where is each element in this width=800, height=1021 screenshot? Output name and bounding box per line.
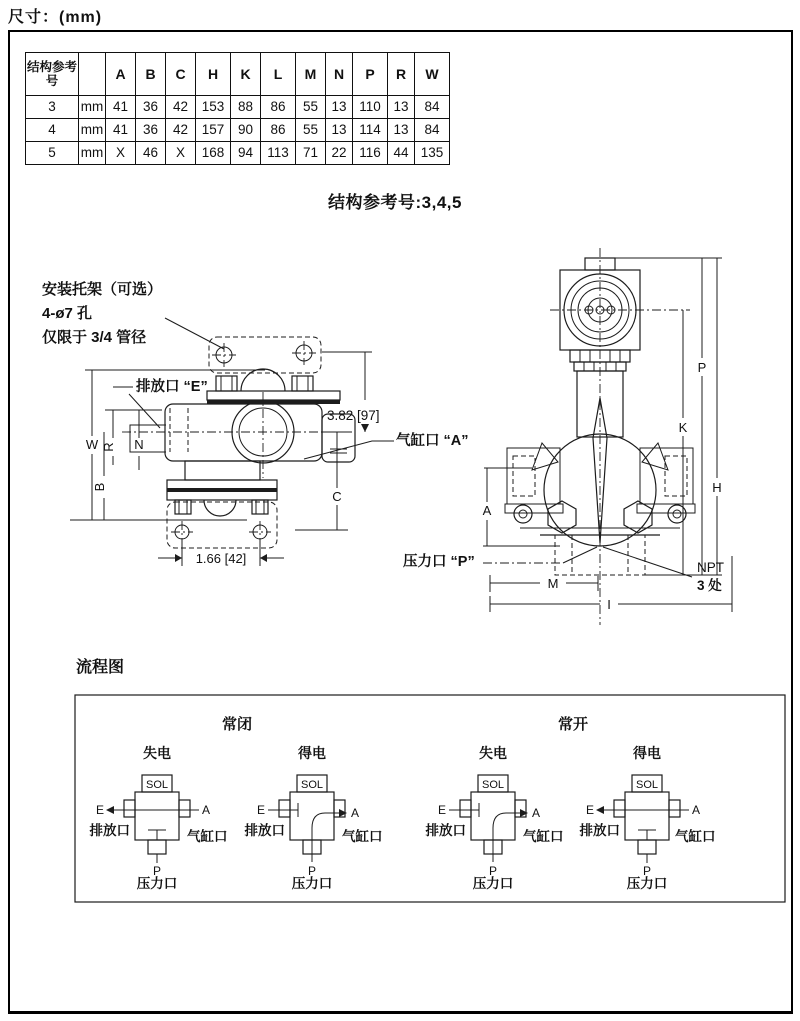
bonnet-bolts (216, 376, 313, 391)
table-cell: 94 (231, 142, 261, 165)
normally-closed-title: 常闭 (221, 716, 253, 733)
table-cell: 88 (231, 96, 261, 119)
table-cell: 42 (166, 119, 196, 142)
cylinder-leader (304, 441, 394, 459)
col-header-M: M (296, 53, 326, 96)
port-a-label: A (691, 803, 701, 817)
dim-letter-k: K (678, 420, 688, 435)
ear-hole-left (514, 505, 532, 523)
pressure-port-label: 压力口 “P” (403, 554, 475, 570)
table-cell: 168 (196, 142, 231, 165)
dimension-1-66 (158, 540, 284, 566)
col-header-R: R (388, 53, 415, 96)
col-header-ref: 结构参考号 (26, 53, 79, 96)
col-header-W: W (415, 53, 450, 96)
port-e-label: E (585, 803, 595, 817)
pressure-label: 压力口 (136, 876, 178, 891)
cylinder-label: 气缸口 (187, 829, 228, 844)
body-neck (185, 461, 260, 480)
flow-schematic-no-deenergized (426, 775, 564, 891)
table-cell: 90 (231, 119, 261, 142)
table-cell: 55 (296, 119, 326, 142)
flange-gasket-band (167, 488, 277, 492)
ref-number: 3 (26, 96, 79, 119)
sol-text: SOL (635, 779, 659, 791)
flow-diagram-panel (75, 657, 785, 902)
port-a-stub (179, 800, 190, 817)
port-p-label: P (307, 864, 317, 878)
table-cell: 114 (353, 119, 388, 142)
bracket-note-line3: 仅限于 3/4 管径 (42, 329, 147, 346)
pressure-leader (563, 547, 597, 563)
npt-label: NPT (697, 560, 724, 575)
exhaust-label: 排放口 (425, 823, 466, 838)
dim-letter-c: C (332, 489, 342, 504)
sol-text: SOL (481, 779, 505, 791)
cylinder-label: 气缸口 (675, 829, 716, 844)
flow-chart-heading: 流程图 (76, 659, 125, 676)
unit-cell: mm (79, 96, 106, 119)
col-header-H: H (196, 53, 231, 96)
dim-letter-w: W (85, 437, 99, 452)
port-e-label: E (256, 803, 266, 817)
port-p-stub (148, 840, 166, 854)
npt-leader (603, 547, 692, 577)
dim-letter-p: P (697, 360, 707, 375)
port-e-stub (614, 800, 625, 817)
table-cell: 13 (388, 96, 415, 119)
pressure-label: 压力口 (626, 876, 668, 891)
port-e-stub (460, 800, 471, 817)
dim-letter-a: A (482, 503, 492, 518)
col-header-L: L (261, 53, 296, 96)
table-cell: 44 (388, 142, 415, 165)
port-e-label: E (95, 803, 105, 817)
table-cell: 13 (326, 119, 353, 142)
col-header-P: P (353, 53, 388, 96)
cylinder-port-label: 气缸口 “A” (396, 433, 469, 449)
dim-letter-n: N (134, 437, 144, 452)
port-a-label: A (201, 803, 211, 817)
state-label: 得电 (298, 745, 326, 761)
flow-path-p-to-a (312, 813, 340, 862)
table-cell: 41 (106, 96, 136, 119)
table-cell: 135 (415, 142, 450, 165)
npt-count-label: 3 处 (697, 578, 722, 593)
table-cell: 41 (106, 119, 136, 142)
sol-text: SOL (145, 779, 169, 791)
table-cell: 36 (136, 96, 166, 119)
port-p-stub (638, 840, 656, 854)
port-p-label: P (152, 864, 162, 878)
state-label: 失电 (143, 745, 171, 761)
col-header-A: A (106, 53, 136, 96)
state-label: 失电 (479, 745, 507, 761)
dim-letter-m: M (547, 576, 559, 591)
valve-body-side (165, 404, 322, 461)
dim-text-1-66: 1.66 [42] (195, 551, 247, 566)
exhaust-leader (129, 394, 160, 428)
dimension-line-m (490, 575, 598, 592)
col-header-K: K (231, 53, 261, 96)
port-a-label: A (531, 806, 541, 820)
flange-bolts (175, 500, 268, 514)
port-a-label: A (350, 806, 360, 820)
state-label: 得电 (633, 745, 661, 761)
flow-chart-box (75, 695, 785, 902)
gusset-left (532, 443, 558, 470)
exhaust-label: 排放口 (89, 823, 130, 838)
exhaust-port-label: 排放口 “E” (136, 379, 208, 395)
col-header-N: N (326, 53, 353, 96)
table-cell: 46 (136, 142, 166, 165)
bracket-note-line2: 4-ø7 孔 (42, 305, 93, 322)
dim-text-3-82: 3.82 [97] (327, 408, 380, 423)
port-a-stub (669, 800, 680, 817)
dim-letter-r: R (101, 442, 116, 452)
table-cell: 55 (296, 96, 326, 119)
bracket-note-line1: 安装托架（可选） (42, 281, 163, 298)
section-title: 结构参考号:3,4,5 (328, 193, 462, 212)
table-cell: 116 (353, 142, 388, 165)
page-size-label: 尺寸：(mm) (8, 9, 103, 26)
table-cell: 36 (136, 119, 166, 142)
cylinder-label: 气缸口 (342, 829, 383, 844)
bonnet-plate (207, 391, 340, 400)
flow-arrow (596, 806, 604, 814)
table-cell: X (166, 142, 196, 165)
ref-number: 4 (26, 119, 79, 142)
table-cell: 42 (166, 96, 196, 119)
exhaust-label: 排放口 (579, 823, 620, 838)
dimension-line-a (483, 468, 560, 546)
table-cell: 13 (326, 96, 353, 119)
table-cell: 84 (415, 96, 450, 119)
port-p-label: P (488, 864, 498, 878)
bracket-hole-crosshair (212, 343, 236, 367)
table-cell: 110 (353, 96, 388, 119)
gusset-right (642, 443, 668, 470)
bracket-hole-crosshair (249, 521, 271, 543)
unit-cell: mm (79, 142, 106, 165)
table-cell: 71 (296, 142, 326, 165)
bonnet-dome (241, 369, 285, 391)
flow-arrow (106, 806, 114, 814)
table-cell: X (106, 142, 136, 165)
flow-schematic-nc-deenergized (90, 775, 228, 891)
flow-schematic-no-energized (580, 775, 716, 891)
pressure-label: 压力口 (472, 876, 514, 891)
port-e-label: E (437, 803, 447, 817)
col-header-C: C (166, 53, 196, 96)
table-cell: 153 (196, 96, 231, 119)
table-cell: 84 (415, 119, 450, 142)
flow-arrow (339, 809, 347, 817)
dim-letter-b: B (92, 482, 107, 492)
port-e-stub (279, 800, 290, 817)
port-p-label: P (642, 864, 652, 878)
side-view-drawing (42, 280, 469, 566)
dimension-3-82 (322, 352, 380, 432)
normally-open-title: 常开 (557, 716, 589, 733)
cylinder-label: 气缸口 (523, 829, 564, 844)
flow-path-p-to-a (493, 813, 521, 862)
flow-schematic-nc-energized (245, 775, 383, 891)
flow-arrow (520, 809, 528, 817)
dimension-line-l (490, 556, 732, 612)
dim-letter-l: I (607, 597, 611, 612)
table-cell: 157 (196, 119, 231, 142)
exhaust-label: 排放口 (244, 823, 285, 838)
note-leader-line (165, 318, 224, 349)
table-cell: 86 (261, 96, 296, 119)
unit-cell: mm (79, 119, 106, 142)
bracket-hole-crosshair (292, 341, 316, 365)
dim-letter-h: H (712, 480, 722, 495)
pressure-label: 压力口 (291, 876, 333, 891)
table-cell: 86 (261, 119, 296, 142)
table-cell: 22 (326, 142, 353, 165)
ref-number: 5 (26, 142, 79, 165)
dimension-lines-right (608, 258, 722, 575)
table-cell: 13 (388, 119, 415, 142)
col-header-B: B (136, 53, 166, 96)
table-cell: 113 (261, 142, 296, 165)
sol-text: SOL (300, 779, 324, 791)
bracket-hole-crosshair (171, 521, 193, 543)
port-e-stub (124, 800, 135, 817)
